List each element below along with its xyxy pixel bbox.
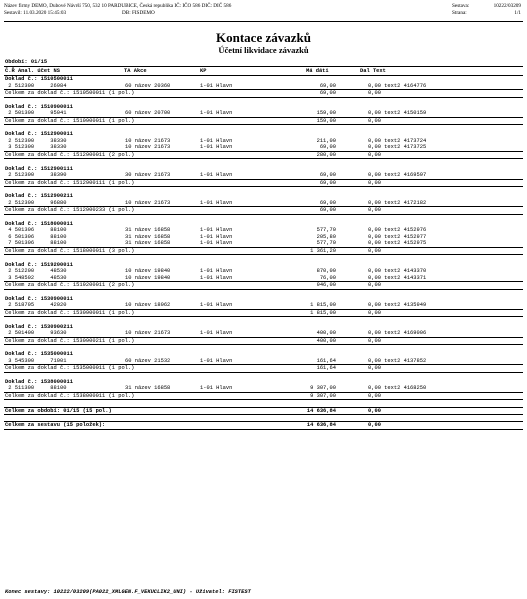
report-title: Kontace závazků xyxy=(216,30,311,45)
row-credit-text: 0,00 text2 4168250 xyxy=(368,385,427,392)
document-number: Doklad č.: 1530900211 xyxy=(5,323,73,330)
document-total-debit: 69,00 xyxy=(319,90,336,96)
document-total-debit: 400,00 xyxy=(316,337,336,344)
document-total-credit: 0,00 xyxy=(368,282,381,289)
column-header-row xyxy=(4,66,523,76)
company-info: Název firmy DEMO, Dubové Návrší 750, 532 10 PARDUBICE, Česká republika IČ: IČO 586 DIČ: DIČ 586 xyxy=(4,3,232,9)
row-debit: 870,00 xyxy=(316,268,336,275)
database-name: DB: FISDEMO xyxy=(122,10,155,16)
document-total-credit: 0,00 xyxy=(368,179,381,186)
row-action: 10 název 21673 xyxy=(125,144,171,151)
row-debit: 400,00 xyxy=(316,330,336,336)
row-debit: 159,00 xyxy=(316,110,336,117)
row-credit-text: 0,00 text2 4173724 xyxy=(368,137,427,144)
row-credit-text: 0,00 text2 4137852 xyxy=(368,357,427,364)
row-debit: 211,00 xyxy=(316,137,336,144)
row-kp: 1-01 Hlavn xyxy=(200,274,233,281)
document-total-row xyxy=(4,179,523,188)
row-debit: 69,00 xyxy=(319,82,336,89)
row-kp: 1-01 Hlavn xyxy=(200,357,233,364)
row-action: 10 název 19840 xyxy=(125,268,171,275)
row-account: 2 512200 48530 xyxy=(5,268,67,275)
period-total-label: Celkem za období: 01/15 (15 pol.) xyxy=(5,407,112,414)
row-debit: 9 307,00 xyxy=(310,385,336,392)
row-account: 6 501306 88100 xyxy=(5,233,67,240)
document-total-debit: 280,00 xyxy=(316,151,336,158)
row-account: 3 512300 38330 xyxy=(5,144,67,151)
report-subtitle: Účetní likvidace závazků xyxy=(218,45,309,55)
row-debit: 577,70 xyxy=(316,240,336,247)
document-total-label: Celkem za doklad č.: 1510900011 (1 pol.) xyxy=(5,117,135,124)
row-credit-text: 0,00 text2 4169597 xyxy=(368,172,427,179)
row-action: 60 název 21532 xyxy=(125,357,171,364)
document-total-row xyxy=(4,364,523,373)
report-body xyxy=(4,76,523,430)
row-action: 31 název 16858 xyxy=(125,227,171,234)
row-action: 10 název 18062 xyxy=(125,302,171,309)
row-account: 3 545300 71001 xyxy=(5,357,67,364)
row-kp: 1-01 Hlavn xyxy=(200,302,233,309)
document-total-credit: 0,00 xyxy=(368,90,381,96)
row-action: 31 název 16858 xyxy=(125,240,171,247)
document-total-label: Celkem za doklad č.: 1530900211 (1 pol.) xyxy=(5,337,135,344)
document-total-debit: 9 307,00 xyxy=(310,392,336,399)
document-number: Doklad č.: 1535000011 xyxy=(5,351,73,358)
document-total-label: Celkem za doklad č.: 1512900011 (2 pol.) xyxy=(5,151,135,158)
row-credit-text: 0,00 text2 4152976 xyxy=(368,227,427,234)
document-total-row xyxy=(4,247,523,256)
report-footer: Konec sestavy: 10222/03209(PA022_XMLGEN.F_VEKUCLIK2_UNI) - Uživatel: FISTEST xyxy=(5,589,251,595)
row-credit-text: 0,00 text2 4169006 xyxy=(368,330,427,336)
row-credit-text: 0,00 text2 4135949 xyxy=(368,302,427,309)
document-number: Doklad č.: 1538000011 xyxy=(5,378,73,385)
document-total-row xyxy=(4,281,523,290)
document-total-row xyxy=(4,89,523,98)
document-total-label: Celkem za doklad č.: 1535000011 (1 pol.) xyxy=(5,365,135,372)
document-total-row xyxy=(4,392,523,401)
document-total-label: Celkem za doklad č.: 1512900233 (1 pol.) xyxy=(5,207,135,214)
row-credit-text: 0,00 text2 4173725 xyxy=(368,144,427,151)
row-action: 60 název 20700 xyxy=(125,110,171,117)
report-header xyxy=(4,2,523,22)
row-credit-text: 0,00 text2 4152977 xyxy=(368,233,427,240)
row-debit: 161,64 xyxy=(316,357,336,364)
row-kp: 1-01 Hlavn xyxy=(200,385,233,392)
row-debit: 1 815,00 xyxy=(310,302,336,309)
document-total-row xyxy=(4,117,523,126)
document-total-credit: 0,00 xyxy=(368,151,381,158)
row-account: 2 512300 38330 xyxy=(5,137,67,144)
row-kp: 1-01 Hlavn xyxy=(200,227,233,234)
document-total-credit: 0,00 xyxy=(368,117,381,124)
row-account: 2 518705 42020 xyxy=(5,302,67,309)
document-number: Doklad č.: 1512900011 xyxy=(5,131,73,138)
row-kp: 1-01 Hlavn xyxy=(200,110,233,117)
document-total-debit: 1 361,20 xyxy=(310,247,336,254)
page-number: 1/1 xyxy=(514,10,521,16)
row-account: 2 512300 96880 xyxy=(5,199,67,206)
col-account: Č.Ř Anal. účet NS xyxy=(5,68,60,74)
row-kp: 1-01 Hlavn xyxy=(200,199,233,206)
document-total-label: Celkem za doklad č.: 1538000011 (1 pol.) xyxy=(5,392,135,399)
document-number: Doklad č.: 1519200011 xyxy=(5,261,73,268)
document-number: Doklad č.: 1510900011 xyxy=(5,103,73,110)
document-total-debit: 1 815,00 xyxy=(310,309,336,316)
row-credit-text: 0,00 text2 4143371 xyxy=(368,274,427,281)
row-kp: 1-01 Hlavn xyxy=(200,144,233,151)
row-action: 31 název 16858 xyxy=(125,233,171,240)
document-number: Doklad č.: 1518000011 xyxy=(5,220,73,227)
row-action: 30 název 21673 xyxy=(125,172,171,179)
row-account: 7 501306 88100 xyxy=(5,240,67,247)
row-account: 3 548502 48530 xyxy=(5,274,67,281)
document-total-row xyxy=(4,337,523,346)
row-kp: 1-01 Hlavn xyxy=(200,137,233,144)
row-credit-text: 0,00 text2 4172182 xyxy=(368,199,427,206)
row-account: 2 501400 93630 xyxy=(5,330,67,336)
document-total-row xyxy=(4,309,523,318)
document-number: Doklad č.: 1512900111 xyxy=(5,165,73,172)
row-kp: 1-01 Hlavn xyxy=(200,268,233,275)
row-debit: 205,80 xyxy=(316,233,336,240)
document-total-label: Celkem za doklad č.: 1512900111 (1 pol.) xyxy=(5,179,135,186)
row-action: 10 název 21673 xyxy=(125,137,171,144)
document-total-credit: 0,00 xyxy=(368,392,381,399)
document-total-debit: 161,64 xyxy=(316,365,336,372)
compiled-timestamp: Sestavil: 11.03.2020 15:45:03 xyxy=(4,10,67,16)
row-credit-text: 0,00 text2 4164776 xyxy=(368,82,427,89)
row-debit: 76,00 xyxy=(319,274,336,281)
document-total-label: Celkem za doklad č.: 1518000011 (3 pol.) xyxy=(5,247,135,254)
row-kp: 1-01 Hlavn xyxy=(200,82,233,89)
row-action: 10 název 21673 xyxy=(125,330,171,336)
row-debit: 69,00 xyxy=(319,172,336,179)
report-label: Sestava: xyxy=(452,3,470,9)
report-total-credit: 0,00 xyxy=(368,422,381,429)
page-label: Strana: xyxy=(452,10,467,16)
document-total-label: Celkem za doklad č.: 1519200011 (2 pol.) xyxy=(5,282,135,289)
row-action: 31 název 16858 xyxy=(125,385,171,392)
document-total-credit: 0,00 xyxy=(368,309,381,316)
row-credit-text: 0,00 text2 4150159 xyxy=(368,110,427,117)
row-action: 10 název 19840 xyxy=(125,274,171,281)
document-number: Doklad č.: 1510500011 xyxy=(5,76,73,82)
row-action: 10 název 21673 xyxy=(125,199,171,206)
col-credit-text: Dal Text xyxy=(360,68,386,74)
document-total-row xyxy=(4,151,523,160)
row-credit-text: 0,00 text2 4143370 xyxy=(368,268,427,275)
document-total-credit: 0,00 xyxy=(368,207,381,214)
report-number: 10222/03209 xyxy=(493,3,521,9)
document-total-credit: 0,00 xyxy=(368,365,381,372)
row-account: 2 511300 88100 xyxy=(5,385,67,392)
document-total-debit: 69,00 xyxy=(319,179,336,186)
document-total-credit: 0,00 xyxy=(368,247,381,254)
period-total-credit: 0,00 xyxy=(368,407,381,414)
period-label: Období: 01/15 xyxy=(5,59,48,65)
document-total-label: Celkem za doklad č.: 1530900011 (1 pol.) xyxy=(5,309,135,316)
report-total-label: Celkem za sestavu (15 položek): xyxy=(5,422,106,429)
document-total-debit: 159,00 xyxy=(316,117,336,124)
document-total-row xyxy=(4,206,523,215)
row-kp: 1-01 Hlavn xyxy=(200,233,233,240)
row-debit: 69,00 xyxy=(319,144,336,151)
document-total-credit: 0,00 xyxy=(368,337,381,344)
col-ta-action: TA Akce xyxy=(124,68,147,74)
row-credit-text: 0,00 text2 4152975 xyxy=(368,240,427,247)
row-account: 2 512300 38390 xyxy=(5,172,67,179)
document-number: Doklad č.: 1530900011 xyxy=(5,295,73,302)
period-total-row xyxy=(4,407,523,416)
document-number: Doklad č.: 1512900211 xyxy=(5,193,73,200)
row-debit: 577,70 xyxy=(316,227,336,234)
col-debit: Má dáti xyxy=(306,68,329,74)
row-account: 2 501300 95041 xyxy=(5,110,67,117)
report-total-row xyxy=(4,421,523,430)
row-kp: 1-01 Hlavn xyxy=(200,240,233,247)
row-kp: 1-01 Hlavn xyxy=(200,330,233,336)
row-debit: 69,00 xyxy=(319,199,336,206)
row-kp: 1-01 Hlavn xyxy=(200,172,233,179)
row-account: 4 501306 88100 xyxy=(5,227,67,234)
row-action: 60 název 20360 xyxy=(125,82,171,89)
document-total-debit: 69,00 xyxy=(319,207,336,214)
col-kp: KP xyxy=(200,68,207,74)
document-total-label: Celkem za doklad č.: 1510500011 (1 pol.) xyxy=(5,90,135,96)
report-total-debit: 14 636,84 xyxy=(306,422,336,429)
document-total-debit: 946,00 xyxy=(316,282,336,289)
period-total-debit: 14 636,84 xyxy=(306,407,336,414)
row-account: 2 512300 26984 xyxy=(5,82,67,89)
